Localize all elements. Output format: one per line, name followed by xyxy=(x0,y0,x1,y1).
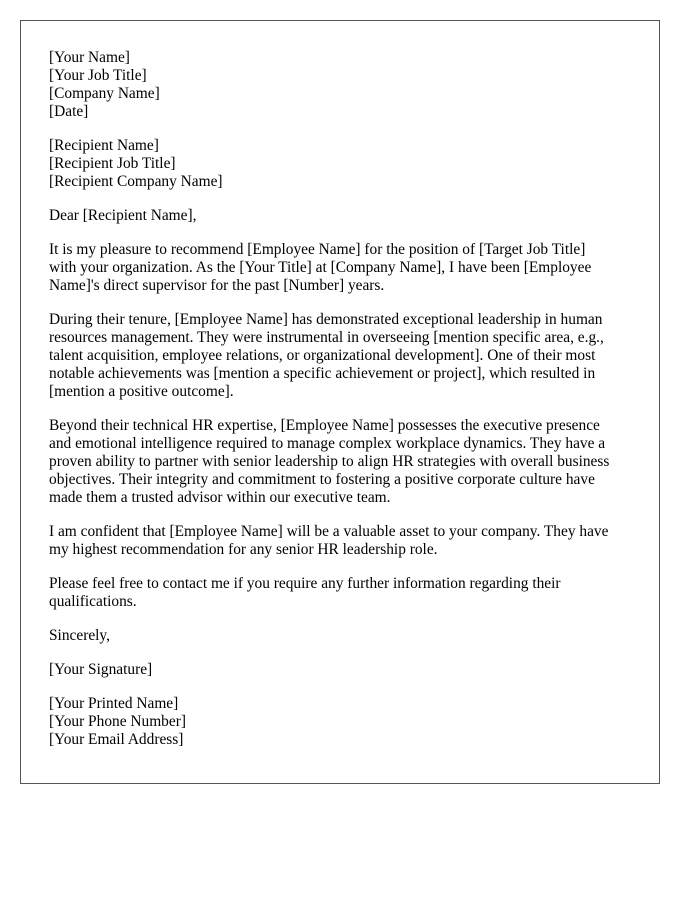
recommendation-letter xyxy=(20,20,660,784)
paragraph-line: Beyond their technical HR expertise, [Employee Name] possesses the executive presence xyxy=(49,417,600,434)
paragraph-line: and emotional intelligence required to manage complex workplace dynamics. They have a xyxy=(49,435,606,452)
signer-phone: [Your Phone Number] xyxy=(49,713,186,730)
paragraph-achievements xyxy=(49,311,637,401)
paragraph-line: Name]'s direct supervisor for the past [Number] years. xyxy=(49,277,385,294)
recipient-job-title: [Recipient Job Title] xyxy=(49,155,176,172)
closing-text: Sincerely, xyxy=(49,627,110,644)
paragraph-line: During their tenure, [Employee Name] has demonstrated exceptional leadership in human xyxy=(49,311,603,328)
sender-name: [Your Name] xyxy=(49,49,130,66)
paragraph-line: notable achievements was [mention a specific achievement or project], which resulted in xyxy=(49,365,596,382)
salutation xyxy=(49,207,637,225)
paragraph-recommendation xyxy=(49,523,637,559)
sender-job-title: [Your Job Title] xyxy=(49,67,147,84)
sender-company: [Company Name] xyxy=(49,85,160,102)
paragraph-contact xyxy=(49,575,637,611)
paragraph-line: made them a trusted advisor within our executive team. xyxy=(49,489,391,506)
paragraph-line: Please feel free to contact me if you require any further information regarding their xyxy=(49,575,561,592)
signer-printed-name: [Your Printed Name] xyxy=(49,695,179,712)
letter-date: [Date] xyxy=(49,103,89,120)
paragraph-introduction xyxy=(49,241,637,295)
recipient-block xyxy=(49,137,637,191)
paragraph-line: [mention a positive outcome]. xyxy=(49,383,234,400)
paragraph-line: objectives. Their integrity and commitment to fostering a positive corporate culture have xyxy=(49,471,595,488)
signer-email: [Your Email Address] xyxy=(49,731,184,748)
recipient-company: [Recipient Company Name] xyxy=(49,173,223,190)
salutation-text: Dear [Recipient Name], xyxy=(49,207,197,224)
recipient-name: [Recipient Name] xyxy=(49,137,159,154)
signature-text: [Your Signature] xyxy=(49,661,153,678)
paragraph-line: proven ability to partner with senior leadership to align HR strategies with overall business xyxy=(49,453,610,470)
paragraph-line: It is my pleasure to recommend [Employee Name] for the position of [Target Job Title] xyxy=(49,241,586,258)
signature xyxy=(49,661,637,679)
paragraph-line: with your organization. As the [Your Title] at [Company Name], I have been [Employee xyxy=(49,259,592,276)
paragraph-line: my highest recommendation for any senior HR leadership role. xyxy=(49,541,438,558)
signer-details xyxy=(49,695,637,749)
paragraph-line: talent acquisition, employee relations, or organizational development]. One of their most xyxy=(49,347,596,364)
paragraph-qualities xyxy=(49,417,637,507)
sender-block xyxy=(49,49,637,121)
paragraph-line: I am confident that [Employee Name] will be a valuable asset to your company. They have xyxy=(49,523,609,540)
paragraph-line: resources management. They were instrumental in overseeing [mention specific area, e.g., xyxy=(49,329,604,346)
paragraph-line: qualifications. xyxy=(49,593,137,610)
closing xyxy=(49,627,637,645)
